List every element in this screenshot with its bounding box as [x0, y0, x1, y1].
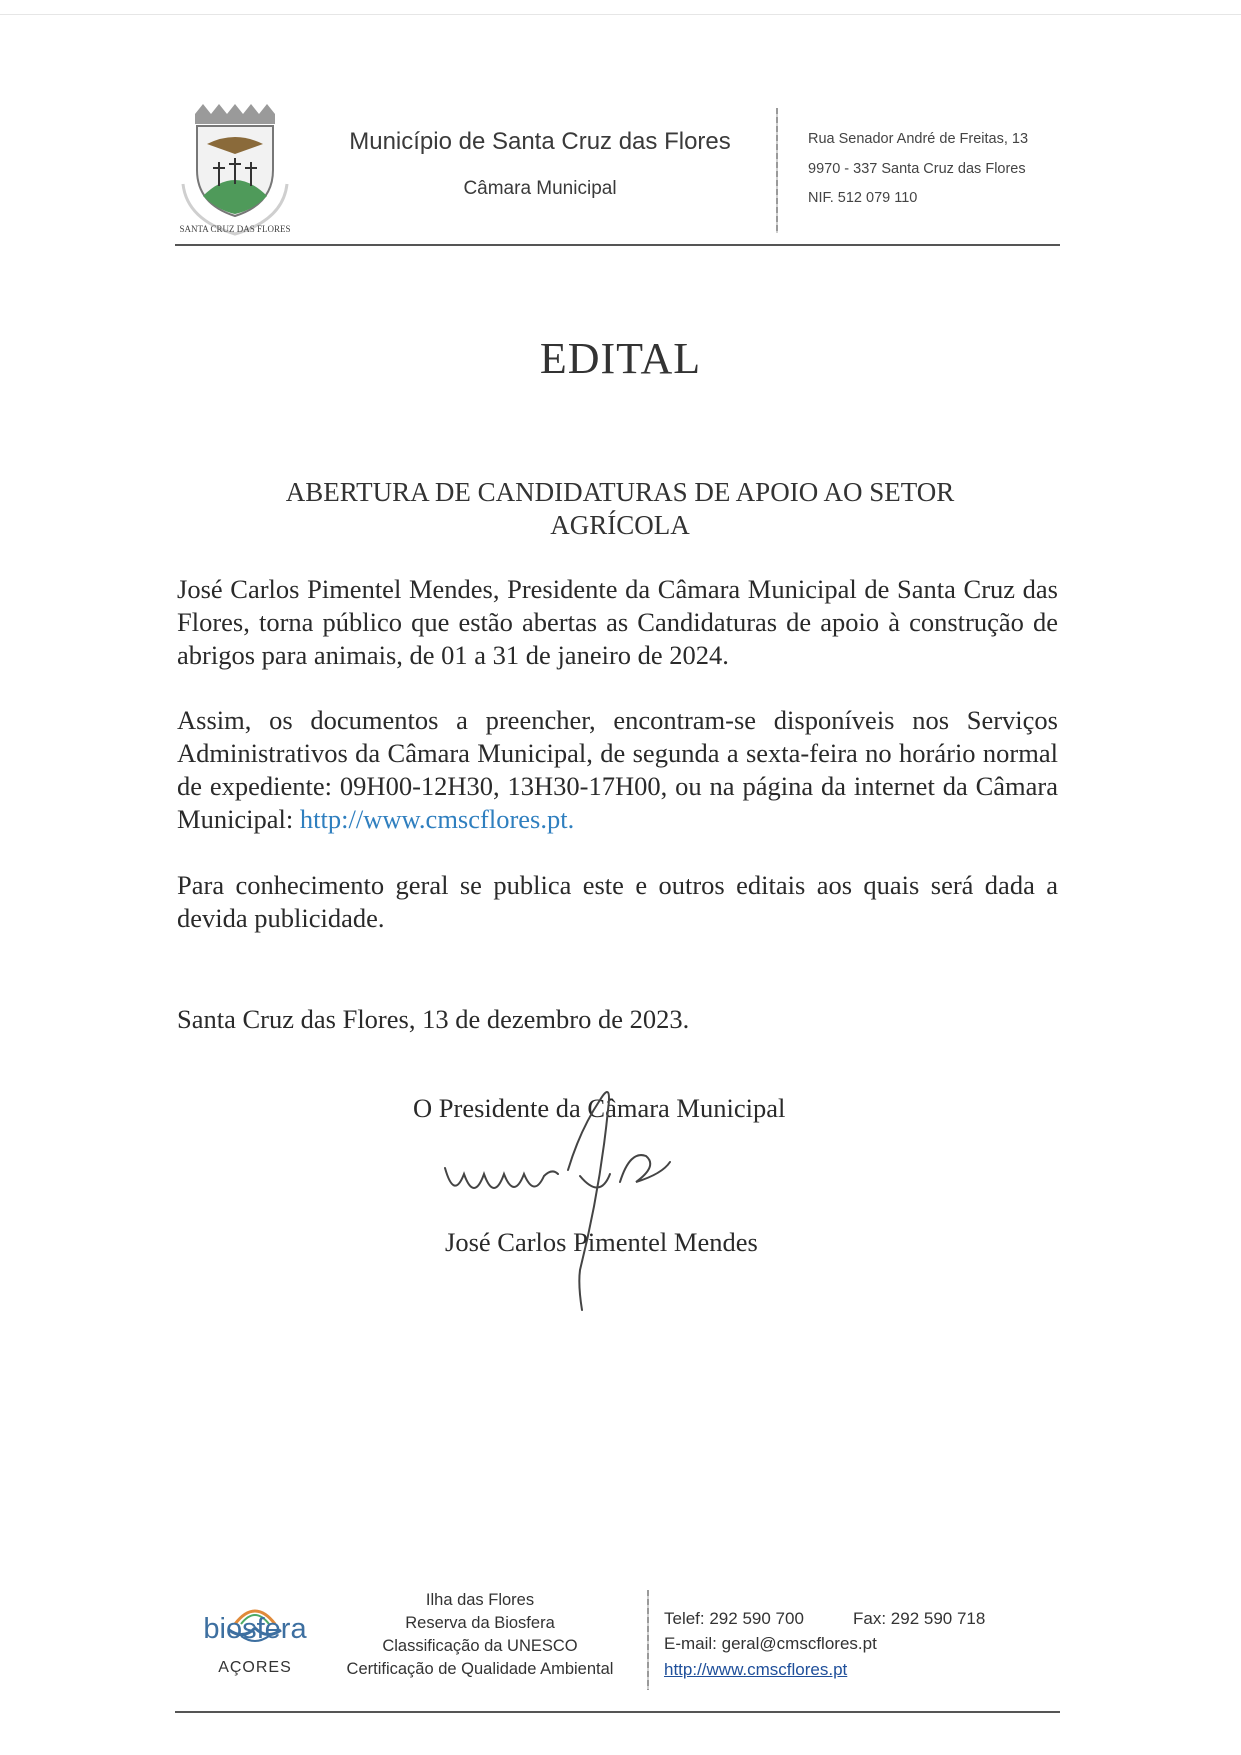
document-title: EDITAL	[539, 334, 702, 383]
paragraph-documents	[177, 704, 1058, 836]
biosfera-region: AÇORES	[218, 1659, 292, 1676]
footer-website-link[interactable]: http://www.cmscflores.pt	[664, 1660, 848, 1679]
footer-fax: Fax: 292 590 718	[853, 1609, 986, 1628]
footer-reserve: Reserva da Biosfera	[405, 1614, 555, 1632]
footer-island: Ilha das Flores	[425, 1591, 535, 1609]
footer-certification: Certificação de Qualidade Ambiental	[346, 1660, 614, 1678]
address-line-1: Rua Senador André de Freitas, 13	[808, 131, 1029, 147]
header-divider	[175, 244, 1060, 246]
website-link[interactable]: http://www.cmscflores.pt.	[299, 804, 575, 834]
footer-email: E-mail: geral@cmscflores.pt	[664, 1634, 877, 1653]
footer-unesco: Classificação da UNESCO	[382, 1637, 578, 1655]
place-and-date: Santa Cruz das Flores, 13 de dezembro de 2023.	[177, 1004, 690, 1034]
signatory-name: José Carlos Pimentel Mendes	[445, 1227, 758, 1257]
signatory-role: O Presidente da Câmara Municipal	[413, 1093, 786, 1123]
handwritten-signature	[430, 1070, 730, 1340]
footer-separator	[647, 1590, 649, 1690]
paragraph-publication: Para conhecimento geral se publica este e outros editais aos quais será dada a devida publicidade.	[177, 870, 1058, 933]
organization-subtitle: Câmara Municipal	[463, 178, 617, 199]
organization-name: Município de Santa Cruz das Flores	[349, 128, 731, 155]
footer-divider	[175, 1711, 1060, 1713]
paragraph-documents-text: Assim, os documentos a preencher, encontram-se disponíveis nos Serviços Administrativos da Câmara Municipal, de segunda a sexta-feira no horário normal de expediente: 09H00-12H30, 13H30-17H00, ou na página da internet da Câmara Municipal:	[177, 705, 1058, 834]
address-line-2: 9970 - 337 Santa Cruz das Flores	[808, 161, 1026, 177]
tax-id: NIF. 512 079 110	[808, 190, 918, 206]
document-subject: ABERTURA DE CANDIDATURAS DE APOIO AO SETOR AGRÍCOLA	[285, 477, 955, 540]
biosfera-wordmark: biosfera	[203, 1613, 307, 1645]
municipal-crest-logo	[173, 100, 303, 240]
scan-edge-line	[0, 14, 1241, 15]
svg-text:SANTA CRUZ DAS FLORES: SANTA CRUZ DAS FLORES	[179, 224, 291, 234]
paragraph-announcement: José Carlos Pimentel Mendes, Presidente da Câmara Municipal de Santa Cruz das Flores, torna público que estão abertas as Candidaturas de apoio à construção de abrigos para animais, de 01 a 31 de janeiro de 2024.	[177, 574, 1058, 670]
header-separator	[776, 108, 778, 233]
footer-phone: Telef: 292 590 700	[664, 1609, 804, 1628]
